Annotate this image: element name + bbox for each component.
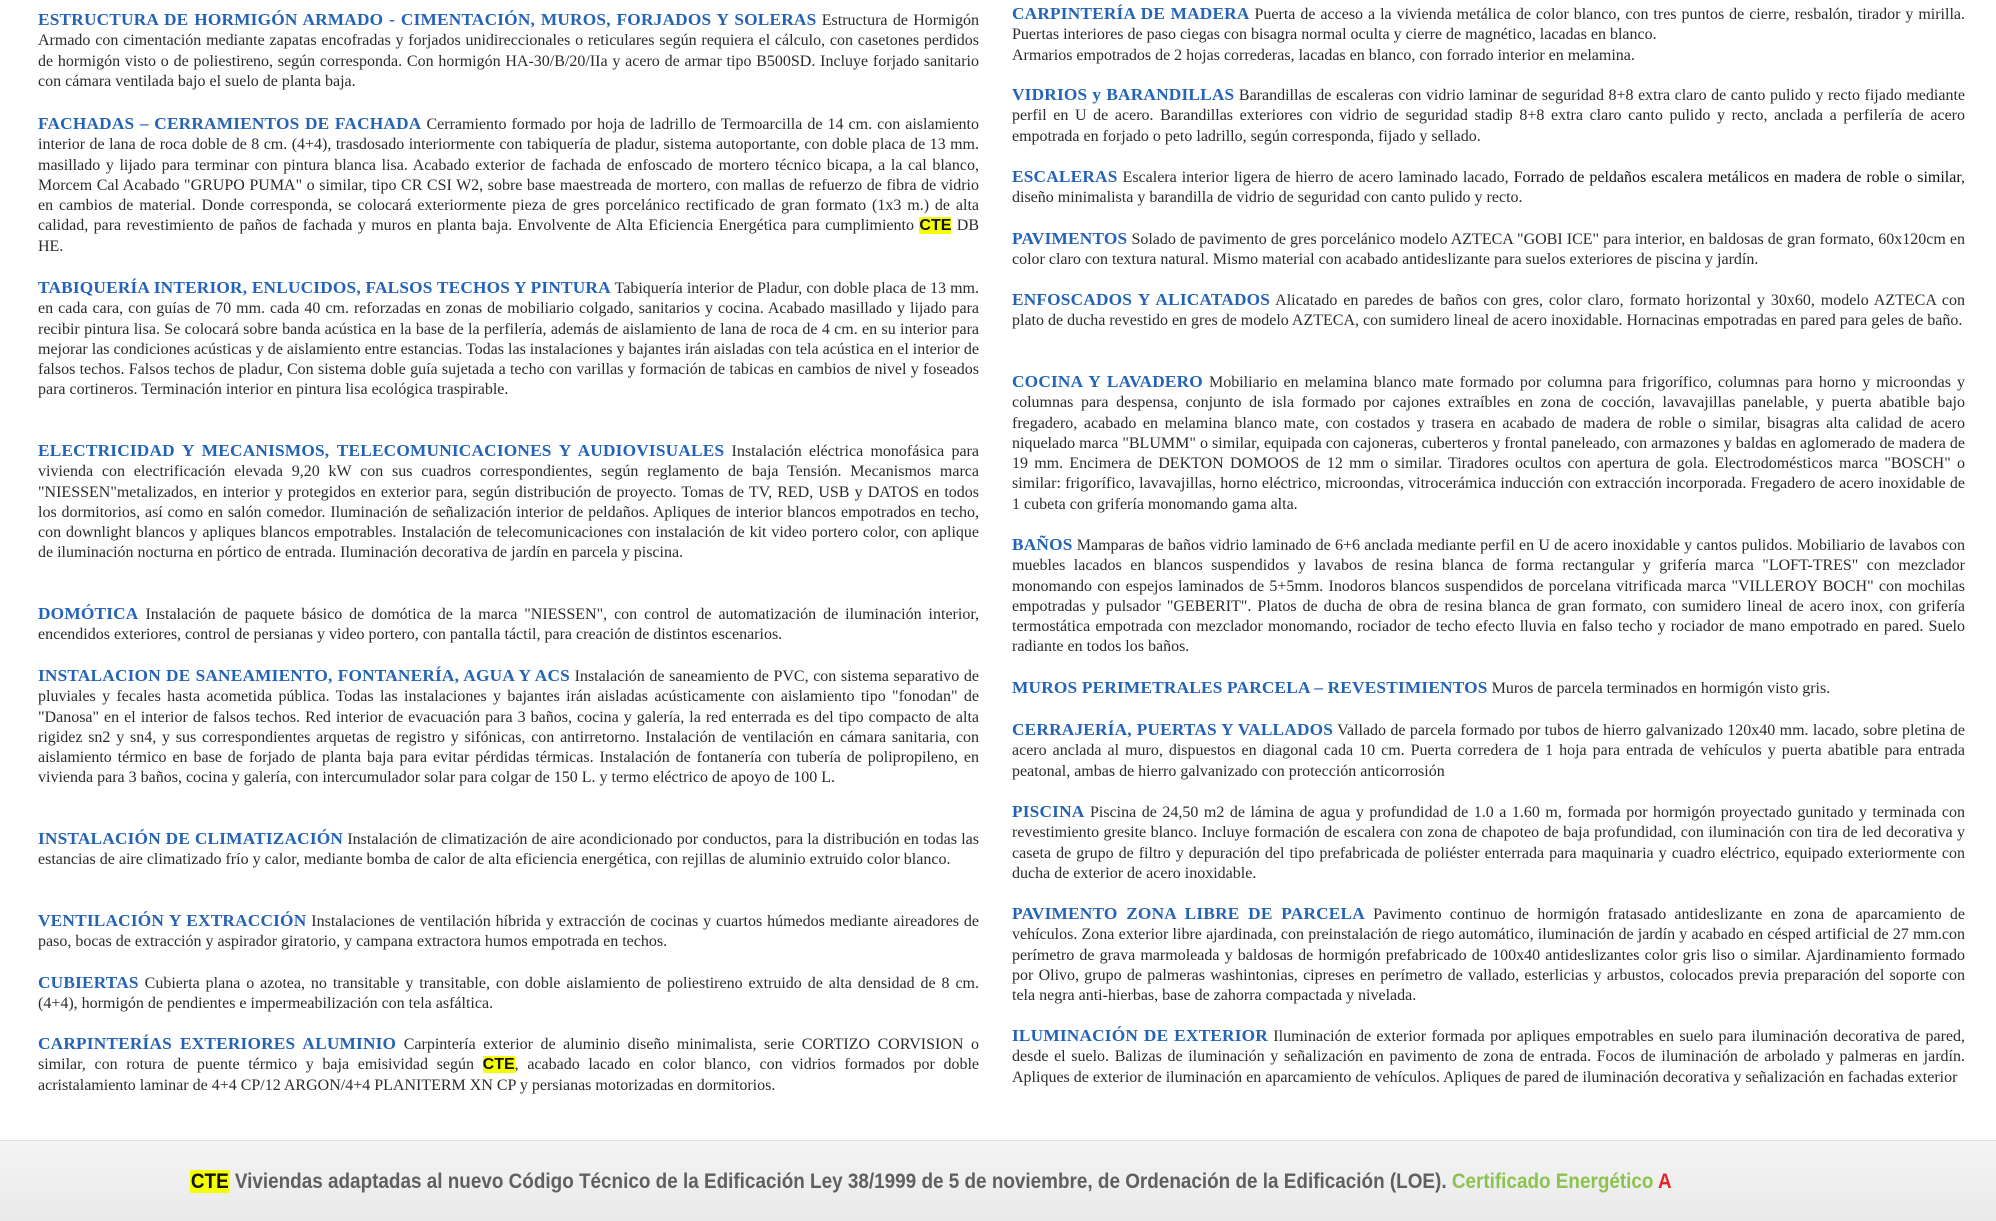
section-iluminacion-exterior — [1012, 1026, 1965, 1088]
section-body: Cerramiento formado por hoja de ladrillo de Termoarcilla de 14 cm. con aislamiento interior de lana de roca doble de 8 cm. (4+4), trasdosado interiormente con tabiquería de pladur, sistema autoportante, con doble placa de 13 mm. masillado y lijado para terminar con pintura blanca lisa. Acabado exterior de fachada de enfoscado de mortero técnico bicapa, a la cal blanco, Morcem Cal Acabado "GRUPO PUMA" o similar, tipo CR CSI W2, sobre base maestreada de mortero, con mallas de refuerzo de fibra de vidrio en cambios de material. Donde corresponda, se colocará exteriormente pieza de gres porcelánico rectificado de gran formato (1x3 m.) de alta calidad, para revestimiento de paños de fachada y muros en planta baja. Envolvente de Alta Eficiencia Energética para cumplimiento — [38, 116, 980, 235]
cte-highlight: CTE — [919, 217, 952, 235]
section-title: MUROS PERIMETRALES PARCELA – REVESTIMIENTOS — [1012, 678, 1488, 697]
section-body-extra: Armarios empotrados de 2 hojas correderas, lacadas en blanco, con forrado interior en melamina. — [1012, 46, 1635, 64]
section-electricidad — [38, 441, 979, 564]
energy-certificate-label: Certificado Energético — [1451, 1170, 1654, 1193]
section-body: Alicatado en paredes de baños con gres, color claro, formato horizontal y 30x60, modelo AZTECA con plato de ducha revestido en gres de modelo AZTECA, con sumidero lineal de acero inoxidable. Hornacinas empotradas en pared para geles de baño. — [1012, 292, 1966, 330]
section-title: CARPINTERÍA DE MADERA — [1012, 4, 1250, 23]
section-title: CUBIERTAS — [38, 973, 139, 992]
section-estructura — [38, 10, 979, 92]
section-title: PAVIMENTOS — [1012, 229, 1128, 248]
section-body: Mamparas de baños vidrio laminado de 6+6 anclada mediante perfil en U de acero inoxidable y cantos pulidos. Mobiliario de lavabos con muebles lacados en blancos suspendidos y lavabos de resina blanca de forma rectangular y grifería marca "LOFT-TRES" con mezclador monomando con espejos laminados de 5+5mm. Inodoros blancos suspendidos de porcelana vitrificada marca "VILLEROY BOCH" con mochilas empotradas y pulsador "GEBERIT". Platos de ducha de obra de resina blanca de gran formato, con sumidero lineal de acero inox, con grifería termostática empotrada con mezclador monomando, rociador de techo efecto lluvia en falso techo y rociador de mano empotrado en pared. Suelo radiante en todos los baños. — [1012, 537, 1966, 656]
section-body: Mobiliario en melamina blanco mate formado por columna para frigorífico, columnas para horno y microondas y columnas para despensa, conjunto de isla formado por cajones extraíbles en zona de cocción, lavavajillas panelable, y puerta abatible bajo fregadero, acabado en melamina blanco mate, con costados y trasera en acabado de madera de roble o similar, bisagras alta calidad de acero niquelado marca "BLUMM" o similar, equipada con cajoneras, cuberteros y frontal paneleado, con armazones y baldas en aglomerado de madera de 19 mm. Encimera de DEKTON DOMOOS de 12 mm o similar. Tiradores ocultos con apertura de gola. Electrodomésticos marca "BOSCH" o similar: frigorífico, lavavajillas, horno eléctrico, microondas, vitrocerámica inducción con extracción incorporada. Fregadero de acero inoxidable de 1 cubeta con grifería monomando gama alta. — [1012, 374, 1965, 513]
section-title: VIDRIOS y BARANDILLAS — [1012, 85, 1235, 104]
section-body: Instalación de climatización de aire acondicionado por conductos, para la distribución en todas las estancias de aire climatizado frío y calor, mediante bomba de calor de alta eficiencia energética, con rejillas de aluminio extruido color blanco. — [38, 831, 980, 869]
section-escaleras — [1012, 167, 1965, 209]
section-title: INSTALACION DE SANEAMIENTO, FONTANERÍA, AGUA Y ACS — [38, 666, 570, 685]
energy-grade: A — [1658, 1170, 1672, 1193]
section-body: Puerta de acceso a la vivienda metálica de color blanco, con tres puntos de cierre, resbalón, tirador y mirilla. Puertas interiores de paso ciegas con bisagra normal oculta y cierre de magnético, lacadas en blanco. — [1012, 6, 1965, 44]
section-body: Barandillas de escaleras con vidrio laminar de seguridad 8+8 extra claro de canto pulido y recto fijado mediante perfil en U de acero. Barandillas exteriores con vidrio de seguridad stadip 8+8 extra claro canto pulido y recto, anclada a perfilería de acero empotrada en forjado o peto ladrillo, según corresponda, fijado y sellado. — [1012, 87, 1966, 145]
section-title: CARPINTERÍAS EXTERIORES ALUMINIO — [38, 1034, 397, 1053]
section-pavimentos — [1012, 229, 1965, 271]
section-title: BAÑOS — [1012, 535, 1073, 554]
section-title: VENTILACIÓN Y EXTRACCIÓN — [38, 911, 307, 930]
section-body: Instalaciones de ventilación híbrida y extracción de cocinas y cuartos húmedos mediante aireadores de paso, bocas de extracción y aspirador giratorio, y campana extractora humos empotrada en techos. — [38, 913, 980, 951]
section-body: Piscina de 24,50 m2 de lámina de agua y profundidad de 1.0 a 1.60 m, formada por hormigón proyectado gunitado y terminada con revestimiento gresite blanco. Incluye formación de escalera con zona de chapoteo de baja profundidad, con iluminación con tira de led decorativa y caseta de grupo de filtro y depuración del tipo prefabricada de poliéster enterrada para maquinaria y cuadro eléctrico, equipado exteriormente con ducha de exterior de acero inoxidable. — [1012, 804, 1966, 882]
section-carpinteria-madera — [1012, 4, 1965, 66]
footer-cte-badge: CTE — [190, 1170, 229, 1193]
section-saneamiento — [38, 666, 979, 789]
section-domotica — [38, 604, 979, 646]
section-body: Vallado de parcela formado por tubos de hierro galvanizado 120x40 mm. lacado, sobre pletina de acero anclada al muro, dispuestos en diagonal cada 10 cm. Puerta corredera de 1 hoja para entrada de vehículos y puerta abatible para entrada peatonal, ambas de hierro galvanizado con protección anticorrosión — [1012, 722, 1966, 780]
section-body: Muros de parcela terminados en hormigón visto gris. — [1491, 680, 1831, 697]
section-body-end: , diseño minimalista y barandilla de vidrio de seguridad con canto pulido y recto. — [1012, 169, 1966, 207]
section-pavimento-parcela — [1012, 904, 1965, 1006]
section-title: PAVIMENTO ZONA LIBRE DE PARCELA — [1012, 904, 1365, 923]
footer-text: Viviendas adaptadas al nuevo Código Técnico de la Edificación Ley 38/1999 de 5 de noviembre, de Ordenación de la Edificación (LOE). — [229, 1170, 1447, 1193]
section-title: TABIQUERÍA INTERIOR, ENLUCIDOS, FALSOS TECHOS Y PINTURA — [38, 278, 611, 297]
section-title: ESCALERAS — [1012, 167, 1118, 186]
section-body: Tabiquería interior de Pladur, con doble placa de 13 mm. en cada cara, con guías de 70 mm. cada 40 cm. reforzadas en zonas de mobiliario colgado, sanitarios y cocina. Acabado masillado y lijado para recibir pintura lisa. Se colocará sobre banda acústica en la base de la perfilería, además de aislamiento de lana de roca de 4 cm. en su interior para mejorar las condiciones acústicas y de aislamiento entre estancias. Todas las instalaciones y bajantes irán aisladas con tela acústica en el interior de falsos techos. Falsos techos de pladur, Con sistema doble guía sujetada a techo con varillas y formación de tabicas en cambios de nivel y foseados para cortineros. Terminación interior en pintura lisa ecológica traspirable. — [38, 280, 980, 399]
section-body-end: , acabado lacado en color blanco, con vidrios formados por doble acristalamiento laminar de 4+4 CP/12 ARGON/4+4 PLANITERM XN CP y persianas motorizadas en dormitorios. — [38, 1056, 980, 1094]
section-body: Estructura de Hormigón Armado con cimentación mediante zapatas encofradas y forjados unidireccionales o reticulares según requiera el cálculo, con casetones perdidos de hormigón visto o de poliestireno, según corresponda. Con hormigón HA-30/B/20/IIa y acero de armar tipo B500SD. Incluye forjado sanitario con cámara ventilada bajo el suelo de planta baja. — [38, 12, 980, 90]
section-title: ILUMINACIÓN DE EXTERIOR — [1012, 1026, 1268, 1045]
cte-highlight: CTE — [482, 1056, 515, 1074]
section-muros — [1012, 678, 1965, 699]
section-title: CERRAJERÍA, PUERTAS Y VALLADOS — [1012, 720, 1334, 739]
section-body: Escalera interior ligera de hierro de acero laminado lacado, — [1122, 169, 1509, 186]
section-title: INSTALACIÓN DE CLIMATIZACIÓN — [38, 829, 344, 848]
section-body: Iluminación de exterior formada por apliques empotrables en suelo para iluminación decorativa de pared, desde el suelo. Balizas de iluminación y señalización en pavimento de zona de entrada. Focos de iluminación de arbolado y palmeras en jardín. Apliques de exterior de iluminación en aparcamiento de vehículos. Apliques de pared de iluminación decorativa y señalización en fachadas exterior — [1012, 1028, 1966, 1086]
section-enfoscados — [1012, 290, 1965, 332]
section-ventilacion — [38, 911, 979, 953]
section-body: Carpintería exterior de aluminio diseño minimalista, serie CORTIZO CORVISION o similar, con rotura de puente térmico y baja emisividad según — [38, 1036, 979, 1074]
section-body: Instalación eléctrica monofásica para vivienda con electrificación elevada 9,20 kW con sus cuadros correspondientes, según reglamento de baja Tensión. Mecanismos marca "NIESSEN"metalizados, en interior y protegidos en exterior para, según distribución de proyecto. Tomas de TV, RED, USB y DATOS en todos los dormitorios, así como en salón comedor. Iluminación de señalización interior de peldaños. Apliques de interior blancos empotrados en techo, con downlight blancos y apliques blancos empotrables. Instalación de telecomunicaciones con instalación de kit video portero color, con aplique de iluminación nocturna en pórtico de entrada. Iluminación decorativa de jardín en parcela y piscina. — [38, 443, 979, 562]
section-title: ESTRUCTURA DE HORMIGÓN ARMADO - CIMENTACIÓN, MUROS, FORJADOS Y SOLERAS — [38, 10, 817, 29]
section-body-emphasis: Forrado de peldaños escalera metálicos en madera de roble o similar — [1508, 169, 1962, 186]
section-title: ELECTRICIDAD Y MECANISMOS, TELECOMUNICACIONES Y AUDIOVISUALES — [38, 441, 725, 460]
section-cocina — [1012, 372, 1965, 515]
section-piscina — [1012, 802, 1965, 884]
section-carpinterias-exteriores — [38, 1034, 979, 1096]
section-tabiqueria — [38, 278, 979, 401]
section-cubiertas — [38, 973, 979, 1015]
section-title: FACHADAS – CERRAMIENTOS DE FACHADA — [38, 114, 422, 133]
section-body: Instalación de saneamiento de PVC, con sistema separativo de pluviales y fecales hasta acometida pública. Todas las instalaciones y bajantes irán aisladas acústicamente con aislamiento tipo "fonodan" de "Danosa" en el interior de falsos techos. Red interior de evacuación para 3 baños, cocina y galería, la red enterrada es del tipo compacto de alta rigidez sn2 y sn4, y sus correspondientes arquetas de registro y sifónicas, con antirretorno. Instalación de ventilación en cámara sanitaria, con aislamiento térmico en base de forjado de planta baja para evitar pérdidas térmicas. Instalación de fontanería con tubería de polipropileno, en vivienda para 3 baños, cocina y galería, con intercumulador solar para colgar de 150 L. y termo eléctrico de apoyo de 100 L. — [38, 668, 980, 787]
section-title: ENFOSCADOS Y ALICATADOS — [1012, 290, 1271, 309]
section-banos — [1012, 535, 1965, 658]
section-vidrios — [1012, 85, 1965, 147]
section-body: Cubierta plana o azotea, no transitable y transitable, con doble aislamiento de poliestireno extruido de alta densidad de 8 cm. (4+4), hormigón de pendientes e impermeabilización con tela asfáltica. — [38, 975, 979, 1013]
section-title: DOMÓTICA — [38, 604, 139, 623]
footer-note — [190, 1170, 1672, 1194]
section-cerrajeria — [1012, 720, 1965, 782]
section-climatizacion — [38, 829, 979, 871]
section-body-end: DB HE. — [38, 217, 980, 255]
section-body: Pavimento continuo de hormigón fratasado antideslizante en zona de aparcamiento de vehículos. Zona exterior libre ajardinada, con preinstalación de riego automático, iluminación de jardín y acabado en césped artificial de 27 mm.con perímetro de grava marmoleada y baldosas de hormigón prefabricado de 100x40 antideslizantes color gris liso o similar. Ajardinamiento formado por Olivo, grupo de palmeras washintonias, cipreses en perímetro de vallado, esterlicias y arbustos, colocados previa preparación del soporte con tela negra anti-hierbas, base de zahorra compactada y nivelada. — [1012, 906, 1965, 1005]
section-body: Instalación de paquete básico de domótica de la marca "NIESSEN", con control de automatización de iluminación interior, encendidos exteriores, control de persianas y video portero, con pantalla táctil, para creación de distintos escenarios. — [38, 606, 980, 644]
section-fachadas — [38, 114, 979, 257]
section-title: COCINA Y LAVADERO — [1012, 372, 1203, 391]
section-body: Solado de pavimento de gres porcelánico modelo AZTECA "GOBI ICE" para interior, en baldosas de gran formato, 60x120cm en color claro con textura natural. Mismo material con acabado antideslizante para suelos exteriores de piscina y jardín. — [1012, 231, 1966, 269]
section-title: PISCINA — [1012, 802, 1085, 821]
